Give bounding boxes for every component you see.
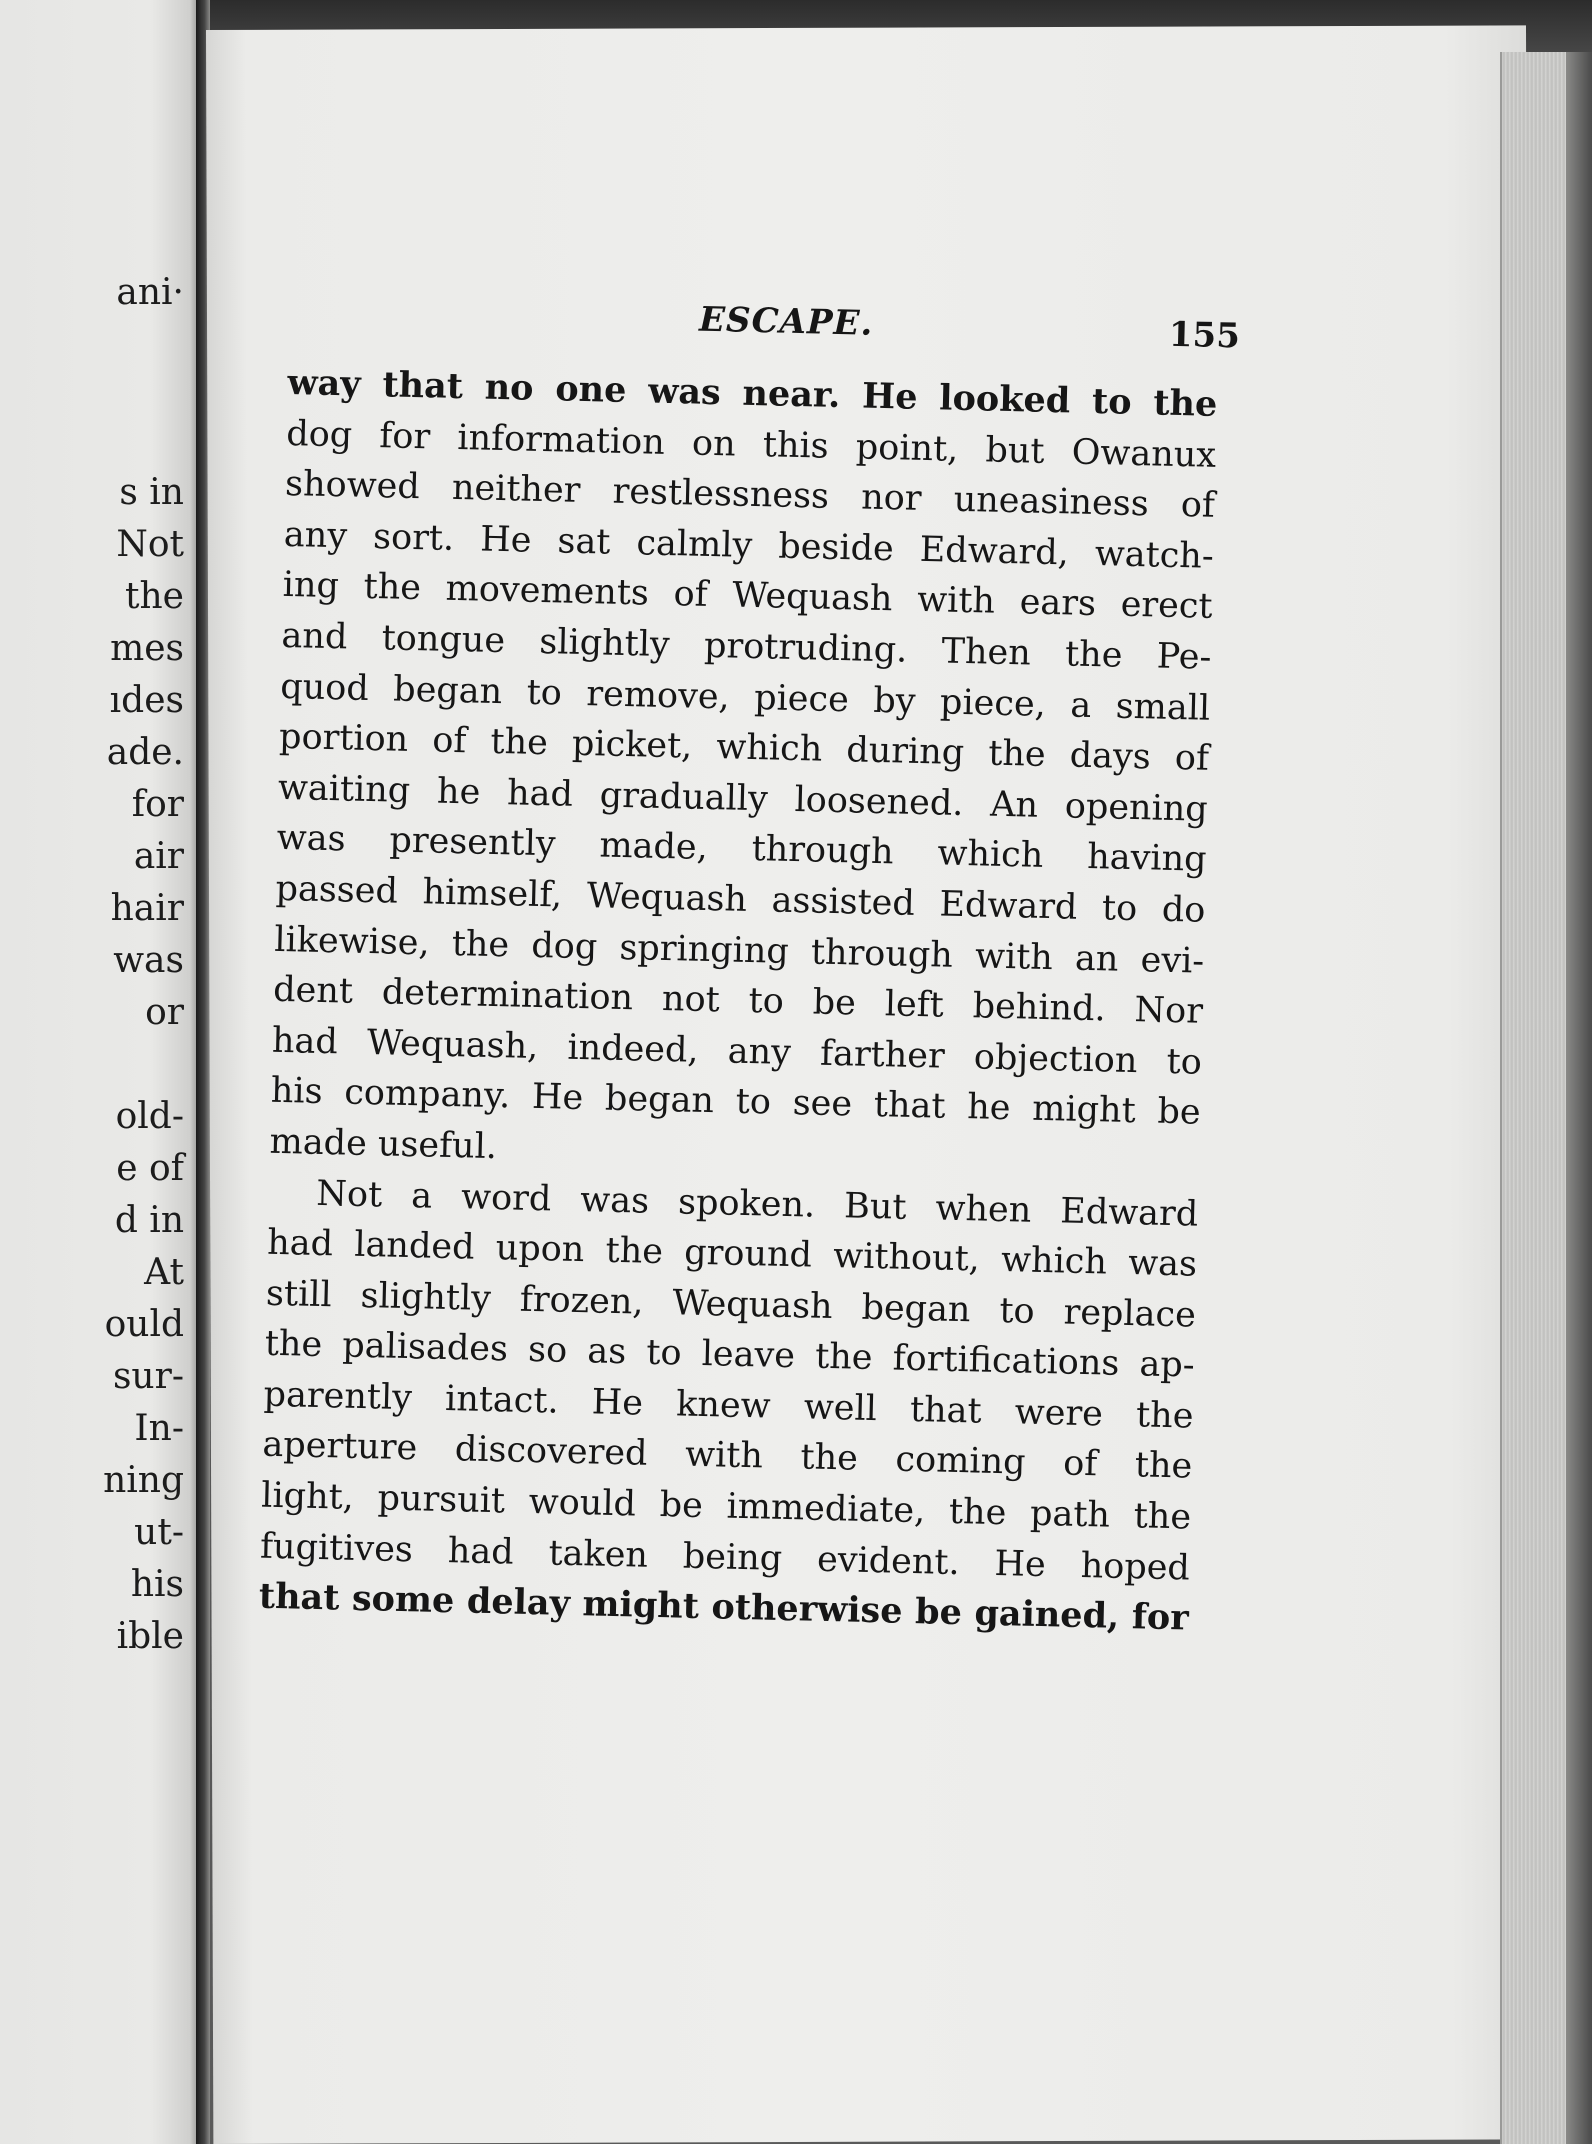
text-line: portion of the picket, which during the days of [278, 717, 1210, 779]
previous-page-line: e of [116, 1148, 184, 1189]
text-line: light, pursuit would be immediate, the path the [260, 1475, 1192, 1538]
text-line: passed himself, Wequash assisted Edward to do [275, 868, 1206, 931]
previous-page-line: for [131, 784, 184, 825]
text-line: dent determination not to be left behind. Nor [272, 969, 1204, 1032]
previous-page-line: the [125, 576, 184, 617]
text-line: that some delay might otherwise be gained, for [258, 1575, 1190, 1639]
text-line: ing the movements of Wequash with ears erect [282, 565, 1213, 628]
edge-shadow [1566, 52, 1592, 2144]
previous-page-line: ible [116, 1616, 184, 1657]
page-text [258, 278, 1241, 1644]
page-number: 155 [1168, 314, 1241, 357]
previous-page-line: or [145, 992, 184, 1033]
text-line: quod began to remove, piece by piece, a small [279, 666, 1211, 729]
previous-page-line: ut- [134, 1512, 184, 1553]
previous-page-line: old- [115, 1096, 184, 1137]
text-line: fugitives had taken being evident. He hoped [259, 1526, 1191, 1589]
paragraph-2 [258, 1167, 1198, 1644]
text-line: his company. He began to see that he might be [270, 1071, 1202, 1133]
paragraph-1 [269, 358, 1218, 1189]
previous-page-line: hair [110, 888, 184, 929]
text-line: had landed upon the ground without, which was [266, 1222, 1198, 1285]
text-line: had Wequash, indeed, any farther objection to [271, 1020, 1203, 1083]
text-line: and tongue slightly protruding. Then the Pe- [281, 615, 1212, 678]
previous-page-line: s in [119, 472, 184, 513]
previous-page-line: his [130, 1564, 184, 1605]
previous-page-line: ani· [116, 272, 184, 313]
text-line: parently intact. He knew well that were the [263, 1374, 1194, 1437]
page-edges [1500, 52, 1572, 2144]
previous-page-line: d in [114, 1200, 184, 1241]
text-line: still slightly frozen, Wequash began to replace [265, 1273, 1197, 1336]
previous-page-line: ning [103, 1460, 184, 1501]
text-line: dog for information on this point, but Owanux [285, 413, 1217, 476]
previous-page-line: mes [110, 628, 184, 669]
text-line: waiting he had gradually loosened. An opening [277, 767, 1209, 830]
previous-page-line: At [144, 1252, 184, 1293]
previous-page-line: ould [104, 1304, 184, 1345]
previous-page-line: air [133, 836, 184, 877]
previous-page-line: Not [116, 524, 184, 565]
text-line: likewise, the dog springing through with an evi- [273, 919, 1205, 982]
previous-page-line: sur- [112, 1356, 184, 1397]
text-line: Not a word was spoken. But when Edward [315, 1173, 1199, 1235]
text-line: showed neither restlessness nor uneasiness of [284, 464, 1216, 527]
chapter-title: ESCAPE. [698, 299, 874, 344]
previous-page-line: was [113, 940, 184, 981]
text-line: way that no one was near. He looked to the [287, 361, 1218, 425]
previous-page-line: ade. [106, 732, 184, 773]
text-line: the palisades so as to leave the fortifications ap- [264, 1323, 1196, 1386]
text-line: aperture discovered with the coming of the [262, 1425, 1193, 1488]
text-line: made useful. [269, 1121, 498, 1168]
previous-page-line: ıdes [109, 680, 184, 721]
text-line: was presently made, through which having [276, 818, 1208, 881]
previous-page-line: In- [134, 1408, 184, 1449]
text-line: any sort. He sat calmly beside Edward, watch- [283, 514, 1215, 577]
previous-page [0, 0, 200, 2144]
